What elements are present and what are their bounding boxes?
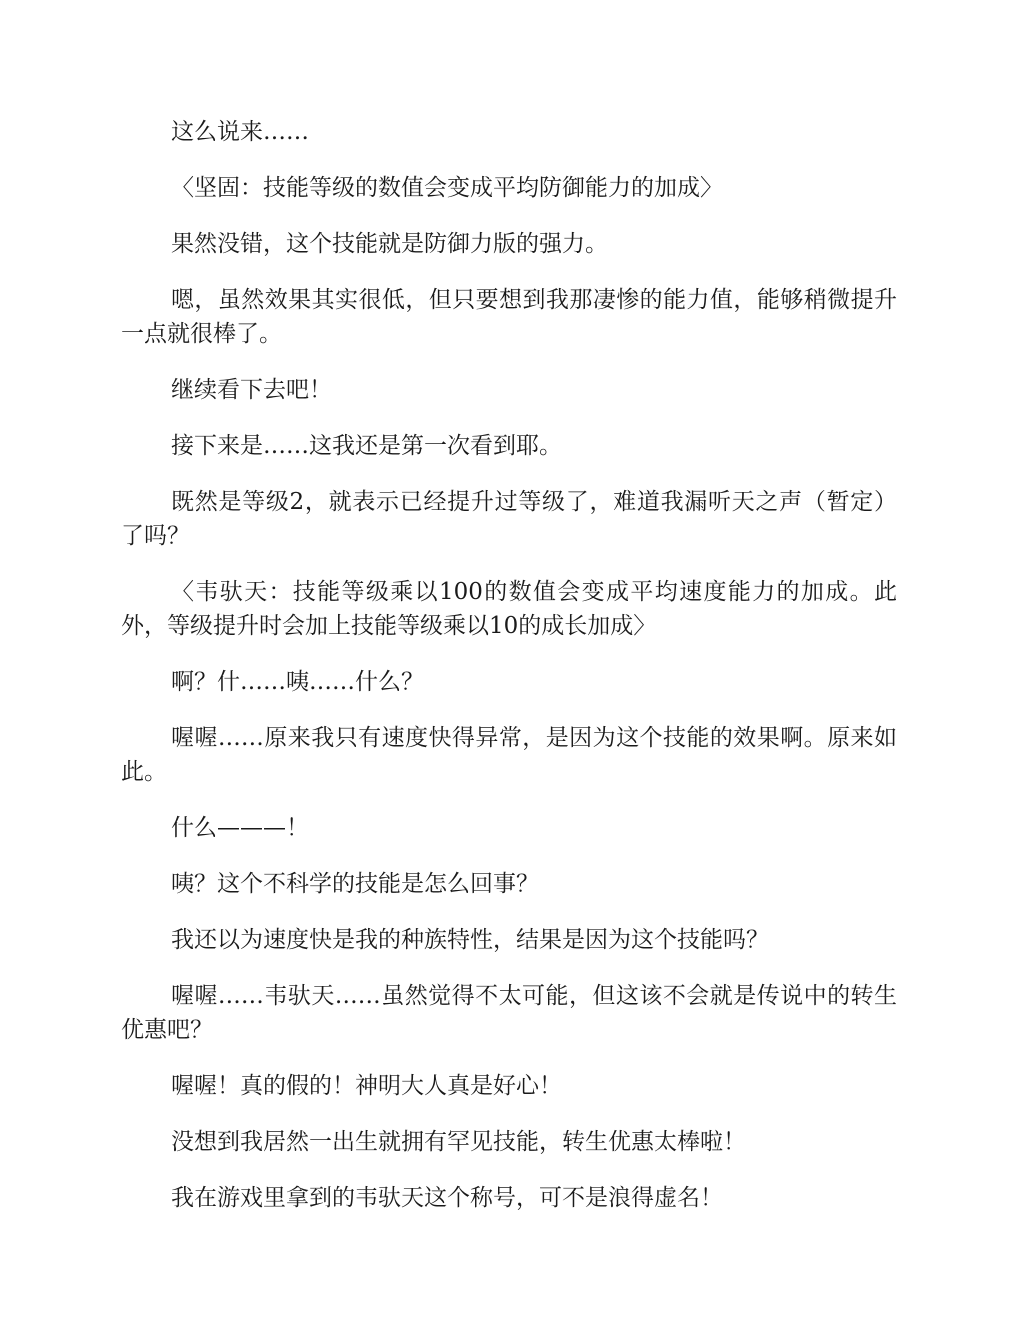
- paragraph: 嗯，虽然效果其实很低，但只要想到我那凄惨的能力值，能够稍微提升一点就很棒了。: [121, 287, 897, 347]
- page-body: [121, 115, 897, 1237]
- paragraph: 〈坚固：技能等级的数值会变成平均防御能力的加成〉: [171, 175, 723, 201]
- paragraph: 接下来是……这我还是第一次看到耶。: [171, 433, 562, 459]
- paragraph: 啊？什……咦……什么？: [171, 669, 424, 695]
- paragraph: 我还以为速度快是我的种族特性，结果是因为这个技能吗？: [171, 927, 769, 953]
- paragraph: 果然没错，这个技能就是防御力版的强力。: [171, 231, 608, 257]
- paragraph: 什么———！: [171, 815, 309, 841]
- paragraph: 咦？这个不科学的技能是怎么回事？: [171, 871, 539, 897]
- paragraph: 〈韦驮天：技能等级乘以100的数值会变成平均速度能力的加成。此外，等级提升时会加上技能等级乘以10的成长加成〉: [121, 579, 897, 639]
- paragraph: 喔喔……韦驮天……虽然觉得不太可能，但这该不会就是传说中的转生优惠吧？: [121, 983, 897, 1043]
- paragraph: 既然是等级2，就表示已经提升过等级了，难道我漏听天之声（暂定）了吗？: [121, 489, 897, 549]
- paragraph: 继续看下去吧！: [171, 377, 332, 403]
- paragraph: 喔喔……原来我只有速度快得异常，是因为这个技能的效果啊。原来如此。: [121, 725, 897, 785]
- paragraph: 这么说来……: [171, 119, 309, 145]
- paragraph: 我在游戏里拿到的韦驮天这个称号，可不是浪得虚名！: [171, 1185, 723, 1211]
- paragraph: 没想到我居然一出生就拥有罕见技能，转生优惠太棒啦！: [171, 1129, 746, 1155]
- paragraph: 喔喔！真的假的！神明大人真是好心！: [171, 1073, 562, 1099]
